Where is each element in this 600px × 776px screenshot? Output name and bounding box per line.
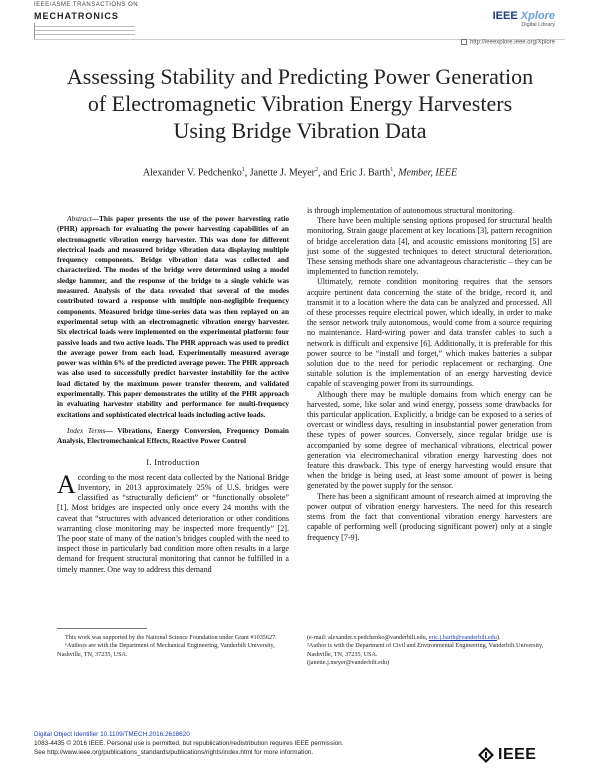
author-name: Alexander V. Pedchenko — [142, 167, 242, 179]
journal-name: MECHATRONICS — [34, 11, 119, 21]
funding-note: This work was supported by the National Science Foundation under Grant #1035627. — [65, 634, 277, 641]
ieee-logo: IEEE — [478, 746, 536, 764]
body-paragraph: is through implementation of autonomous structural monitoring. — [307, 206, 515, 215]
body-paragraph: There has been a significant amount of research aimed at improving the power output of vibration energy harvesters. The need for this research stems from the fact that conventional vibration energy harvesters are capable of performing well (producing significant power) only at a single frequency [7-9]. — [307, 491, 552, 542]
xplore-brand-italic: Xplore — [520, 10, 555, 22]
author-name: Janette J. Meyer — [249, 167, 315, 179]
affiliation-note: ¹Authors are with the Department of Mechanical Engineering, Vanderbilt University, Nashville, TN, 37235, USA. — [57, 642, 275, 658]
ieee-diamond-icon — [478, 747, 494, 763]
abstract: Abstract—This paper presents the use of the power harvesting ratio (PHR) approach for evaluating the power harvesting capabilities of an electromagnetic vibration energy harvester. This was done for different electrical loads and measured bridge vibration data displaying multiple frequency components. Bridge vibration data was collected and characterized. The modes of the bridge were determined using a model sledge hammer, and the response of the bridge to a single vehicle was measured. Analysis of the data revealed that several of the modes contributed toward a response with multiple non-negligible frequency components. Measured bridge time-series data was then replayed on an experimental setup with an electromagnetic vibration energy harvester. Six electrical loads were implemented on the experimental platform: four passive loads and two active loads. The PHR approach was used to predict the average power from each load. Experimentally measured average power was within 6% of the predicted average power. The PHR approach was also used to successfully predict harvester instability for the active load dictated by the maximum power transfer theorem, and validated experimentally. This paper demonstrates the utility of the PHR approach in evaluating harvester stability and performance for multi-frequency excitations and sophisticated electrical loads including active loads. — [57, 214, 289, 419]
section-heading: I. Introduction — [146, 456, 200, 467]
ieee-xplore-logo — [493, 10, 555, 28]
email-link[interactable]: eric.j.barth@vanderbilt.edu — [428, 634, 497, 641]
intro-paragraph: According to the most recent data collected by the National Bridge Inventory, in 2013 approximately 25% of U.S. bridges were classified as “structurally deficient” or “functionally obsolete” [1]. Most bridges are inspected only once every 24 months with the caveat that “structures with advanced deterioration or other conditions warranting close monitoring may be inspected more frequently” [2]. The poor state of many of the nation’s bridges coupled with the need to inspect those in particularly bad condition more often results in a large demand for frequent structural monitoring that cannot be fulfilled in a timely manner. One way to address this demand — [57, 469, 289, 574]
xplore-link[interactable]: http://ieeexplore.ieee.org/Xplore — [461, 39, 555, 46]
body-paragraph: There have been multiple sensing options proposed for structural health monitoring. Strain gauge placement at key locations [3], pattern recognition of bridge acceleration data [4], and acoustic emissions monitoring [5] are just some of the suggested techniques to detect structural deterioration. These sensing methods share one advantageous characteristic – they can be implemented to function remotely. — [307, 216, 552, 277]
link-icon — [461, 39, 467, 45]
author-line: Alexander V. Pedchenko$^1$, Janette J. Meyer$^2$, and Eric J. Barth$^1$, Member, IEEE — [142, 167, 458, 179]
email-note: (e-mail: alexander.v.pedchenko@vanderbilt.edu, eric.j.barth@vanderbilt.edu). — [307, 634, 501, 641]
permissions-line: See http://www.ieee.org/publications_standards/publications/rights/index.html for more information. — [34, 749, 314, 756]
footnote-rule — [57, 628, 147, 629]
page-footer — [34, 730, 344, 757]
xplore-brand: IEEE — [492, 10, 518, 22]
author-name: Eric J. Barth — [339, 167, 391, 179]
right-column — [307, 206, 552, 543]
publication-line: IEEE/ASME TRANSACTIONS ON — [34, 2, 139, 8]
author-membership: Member, IEEE — [398, 167, 458, 179]
doi-line[interactable]: Digital Object Identifier 10.1109/TMECH.2016.2618620 — [34, 731, 190, 738]
journal-decoration — [34, 23, 135, 39]
drop-cap: A — [57, 469, 76, 499]
body-paragraph: Ultimately, remote condition monitoring requires that the sensors acquire pertinent data concerning the state of the bridge, record it, and transmit it to a location where the data can be analyzed and processed. All of these processes require electrical power, which ideally, in order to make the sensor network truly autonomous, would come from a source requiring no maintenance. Hard-wiring power and data transfer cables to such a network is difficult and expensive [6]. Additionally, it is preferable for this power source to be “install and forget,” which makes batteries a subpar solution due to the need for periodic replacement or recharging. One suitable solution is the implementation of an energy harvesting device capable of scavenging power from its surroundings. — [307, 277, 552, 389]
body-paragraph: Although there may be multiple domains from which energy can be harvested, some, like solar and wind energy, possess some drawbacks for this particular application. Explicitly, a bridge can be exposed to a series of overcast or windless days, resulting in insubstantial power generation from these types of power sources. Conversely, since regular bridge use is accompanied by some degree of mechanical vibrations, electrical power generation via electromechanical vibration energy harvesting does not feature this drawback. This type of energy harvesting would ensure that when the bridge is being used, at least some amount of power is being generated by the power supply for the sensor. — [307, 389, 552, 491]
affiliation-note: ²Author is with the Department of Civil and Environmental Engineering, Vanderbilt University, Nashville, TN, 37235, USA. — [307, 642, 544, 658]
paper-title: Assessing Stability and Predicting Power Generation of Electromagnetic Vibration Energy Harvesters Using Bridge Vibration Data — [66, 64, 534, 143]
left-column — [57, 214, 289, 575]
index-terms: Index Terms— Vibrations, Energy Conversion, Frequency Domain Analysis, Electromechanical Effects, Reactive Power Control — [57, 425, 289, 446]
email-note: (janette.j.meyer@vanderbilt.edu) — [307, 658, 390, 666]
footnotes-left — [57, 634, 289, 659]
copyright-line: 1083-4435 © 2016 IEEE. Personal use is permitted, but republication/redistribution requires IEEE permission. — [34, 740, 344, 747]
footnotes-right — [307, 634, 552, 667]
xplore-subtitle: Digital Library — [521, 22, 555, 28]
